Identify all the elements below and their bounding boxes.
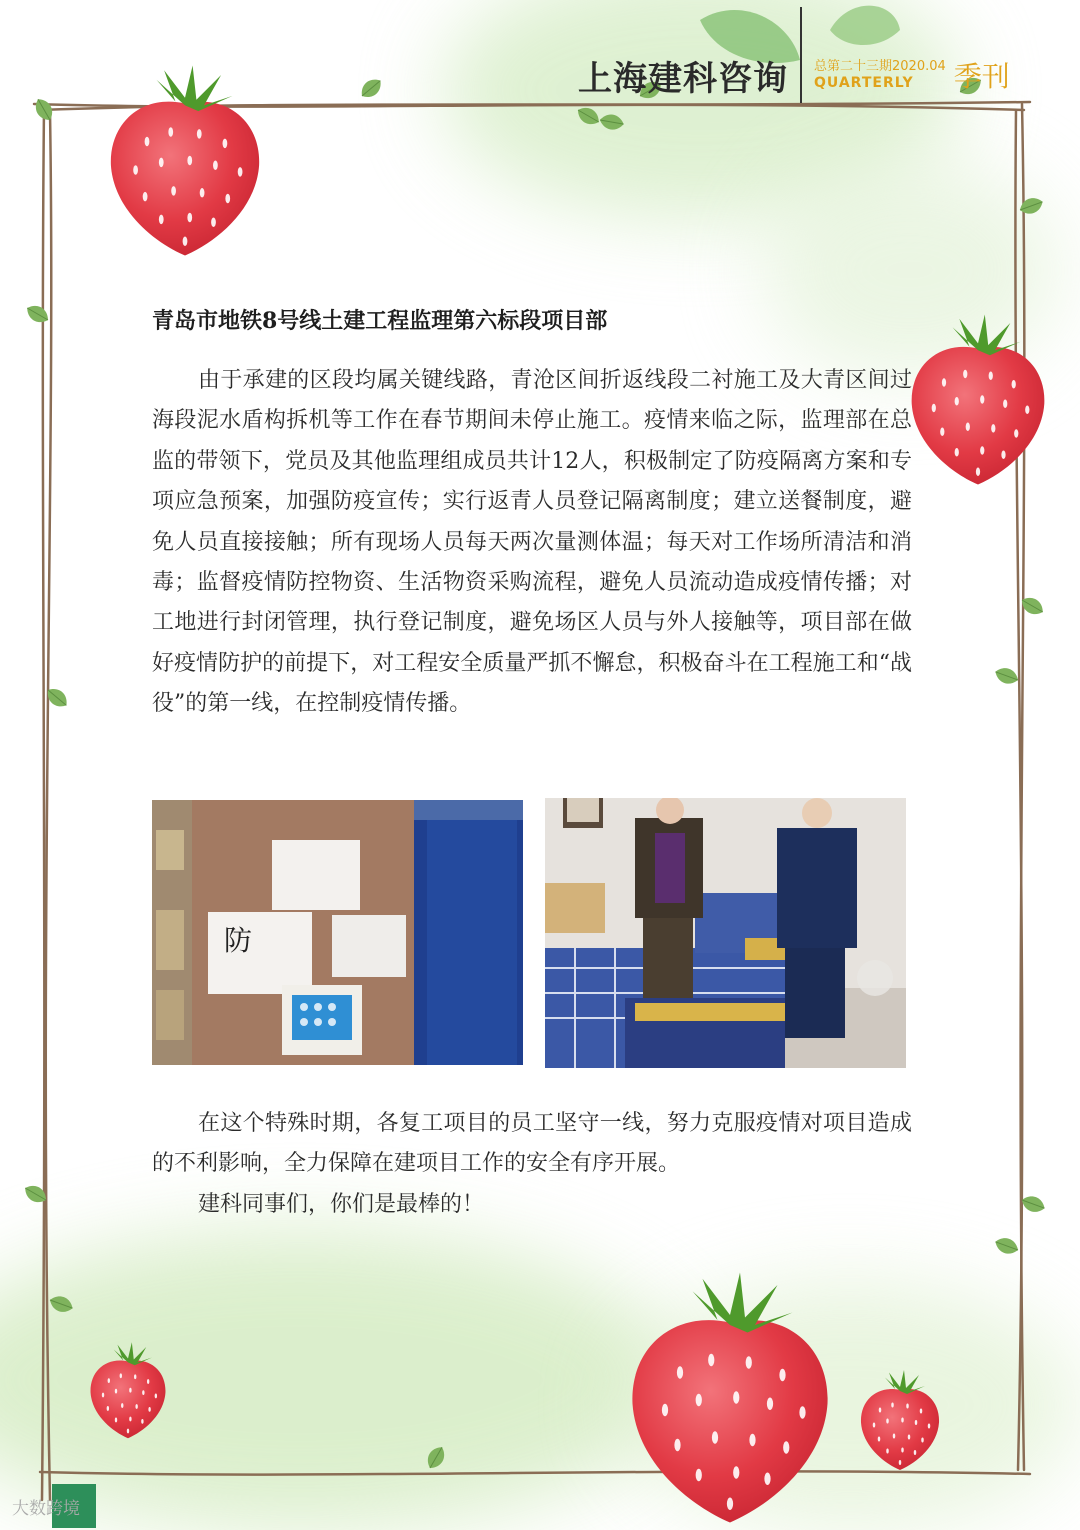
article-paragraph-1: 由于承建的区段均属关键线路，青沧区间折返线段二衬施工及大青区间过海段泥水盾构拆机等工作在春节期间未停止施工。疫情来临之际，监理部在总监的带领下，党员及其他监理组成员共计12人，积极制定了防疫隔离方案和专项应急预案，加强防疫宣传；实行返青人员登记隔离制度；建立送餐制度，避免人员直接接触；所有现场人员每天两次量测体温；每天对工作场所清洁和消毒；监督疫情防控物资、生活物资采购流程，避免人员流动造成疫情传播；对工地进行封闭管理，执行登记制度，避免场区人员与外人接触等，项目部在做好疫情防护的前提下，对工程安全质量严抓不懈怠，积极奋斗在工程施工和“战役”的第一线，在控制疫情传播。 [152, 368, 912, 717]
quarterly-label-cn: 季刊 [953, 60, 1010, 93]
poster-glyph: 防 [224, 924, 253, 957]
photo-dormitory-inspection [545, 798, 906, 1068]
magazine-title: 上海建科咨询 [578, 58, 788, 99]
strawberry-top-left [111, 65, 259, 255]
photo-epidemic-notices-image [152, 800, 523, 1065]
photo-epidemic-notices [152, 800, 523, 1065]
masthead [578, 50, 1010, 100]
strawberry-bottom-left [91, 1342, 166, 1438]
masthead-divider [800, 7, 802, 103]
issue-number: 总第二十三期2020.04 [814, 59, 946, 74]
strawberry-bottom-right [861, 1370, 939, 1470]
issue-info [814, 59, 946, 91]
watermark-text: 大数跨境 [12, 1499, 80, 1519]
photo-dormitory-inspection-image [545, 798, 906, 1068]
article-paragraph-2: 在这个特殊时期，各复工项目的员工坚守一线，努力克服疫情对项目造成的不利影响，全力保障在建项目工作的安全有序开展。 [152, 1111, 912, 1177]
article-heading: 青岛市地铁8号线土建工程监理第六标段项目部 [152, 308, 608, 334]
article-paragraph-3: 建科同事们，你们是最棒的！ [198, 1192, 485, 1217]
quarterly-label-en: QUARTERLY [814, 75, 914, 91]
strawberry-bottom-large [632, 1273, 827, 1523]
